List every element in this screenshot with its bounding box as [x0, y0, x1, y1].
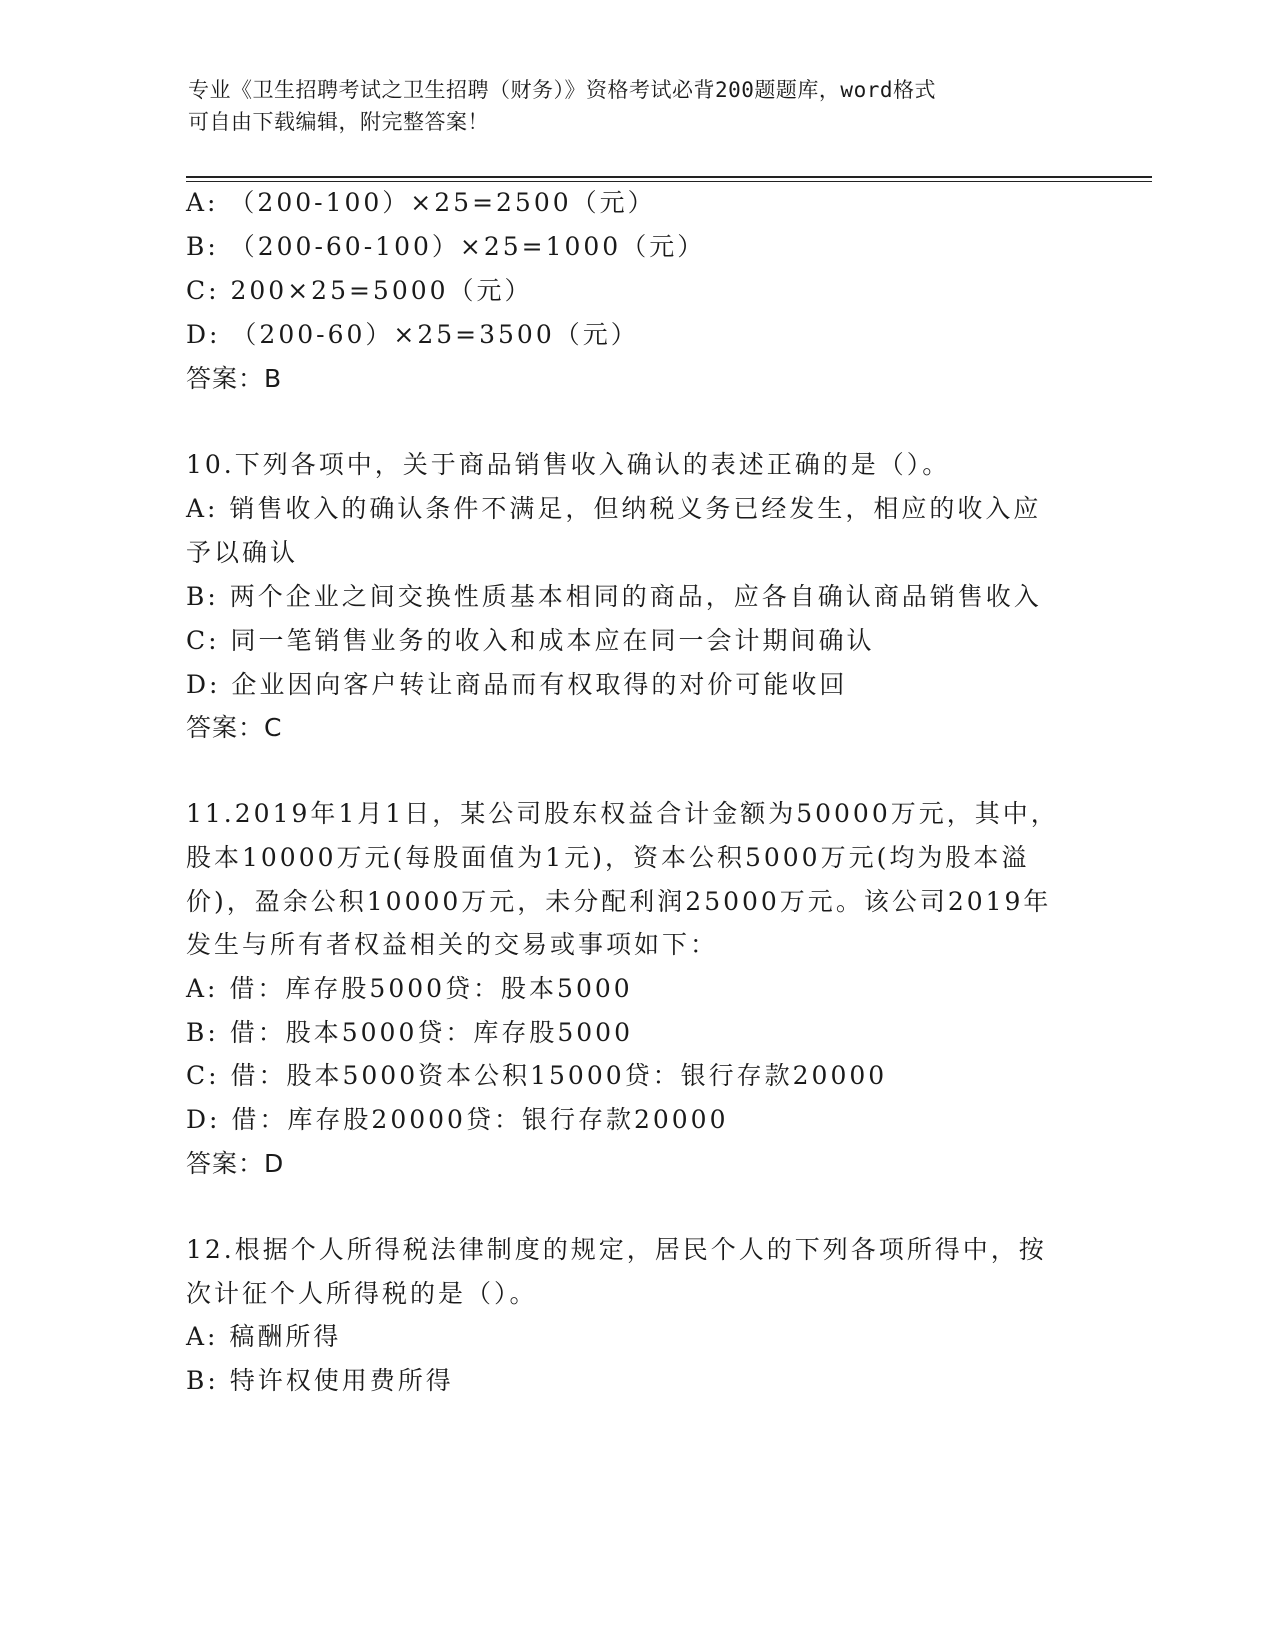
- q12-option-b: B: 特许权使用费所得: [186, 1366, 454, 1395]
- q12-option-a: A: 稿酬所得: [186, 1322, 342, 1351]
- q10-option-a-cont: 予以确认: [186, 538, 299, 567]
- document-header: [188, 74, 1088, 138]
- q10-stem: 10.下列各项中，关于商品销售收入确认的表述正确的是（）。: [186, 450, 951, 479]
- q10-option-d: D: 企业因向客户转让商品而有权取得的对价可能收回: [186, 670, 848, 699]
- q9-option-b: B: （200-60-100）×25=1000（元）: [186, 232, 706, 261]
- q11-option-a: A: 借：库存股5000贷：股本5000: [186, 974, 633, 1003]
- q11-answer: 答案：D: [186, 1149, 285, 1178]
- q10-option-b: B: 两个企业之间交换性质基本相同的商品，应各自确认商品销售收入: [186, 582, 1042, 611]
- q11-stem-4: 发生与所有者权益相关的交易或事项如下：: [186, 930, 719, 959]
- q10-answer: 答案：C: [186, 713, 283, 742]
- q11-option-b: B: 借：股本5000贷：库存股5000: [186, 1018, 633, 1047]
- q10-option-a: A: 销售收入的确认条件不满足，但纳税义务已经发生，相应的收入应: [186, 494, 1042, 523]
- header-line-1: 专业《卫生招聘考试之卫生招聘（财务）》资格考试必背200题题库，word格式: [188, 78, 936, 102]
- header-divider-thick: [186, 176, 1152, 178]
- q9-option-a: A: （200-100）×25=2500（元）: [186, 188, 656, 217]
- q9-answer: 答案：B: [186, 364, 283, 393]
- q11-option-c: C: 借：股本5000资本公积15000贷：银行存款20000: [186, 1061, 888, 1090]
- q10-option-c: C: 同一笔销售业务的收入和成本应在同一会计期间确认: [186, 626, 875, 655]
- header-line-2: 可自由下载编辑，附完整答案！: [188, 110, 489, 134]
- header-divider-thin: [186, 181, 1152, 182]
- q11-stem-2: 股本10000万元(每股面值为1元)，资本公积5000万元(均为股本溢: [186, 843, 1030, 872]
- q9-option-c: C: 200×25=5000（元）: [186, 276, 533, 305]
- q11-option-d: D: 借：库存股20000贷：银行存款20000: [186, 1105, 729, 1134]
- q9-option-d: D: （200-60）×25=3500（元）: [186, 320, 639, 349]
- q12-stem-2: 次计征个人所得税的是（）。: [186, 1279, 538, 1308]
- q11-stem-1: 11.2019年1月1日，某公司股东权益合计金额为50000万元，其中，: [186, 799, 1059, 828]
- q11-stem-3: 价)，盈余公积10000万元，未分配利润25000万元。该公司2019年: [186, 887, 1052, 916]
- q12-stem-1: 12.根据个人所得税法律制度的规定，居民个人的下列各项所得中，按: [186, 1235, 1047, 1264]
